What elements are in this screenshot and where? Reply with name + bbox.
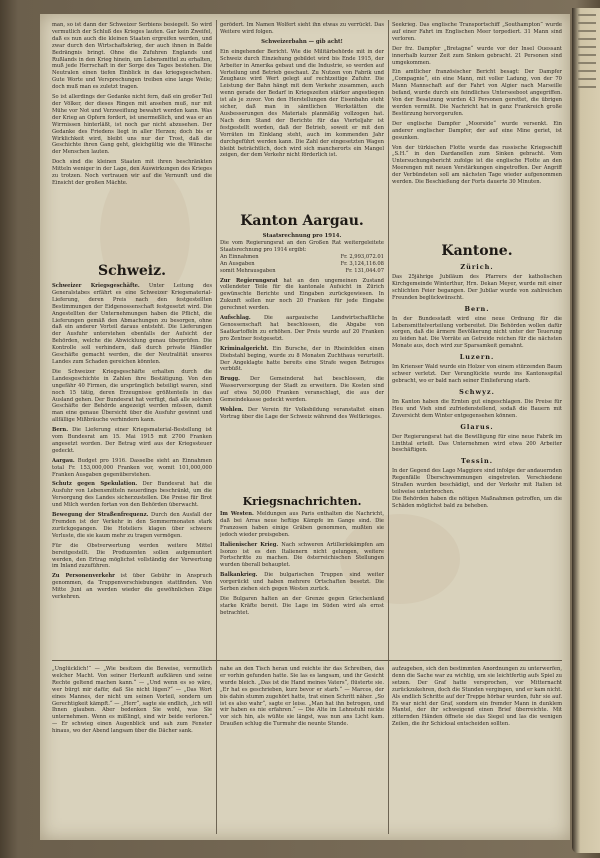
staatsrechnung-subheading: Staatsrechnung pro 1914. xyxy=(262,233,342,239)
top-col3-para: Von der türkischen Flotte wurde das russische Kriegsschiff „S.H.“ in den Dardanellen zum Sinken gebracht. Vom Untersuchungsbericht zufolge ist die englische Flotte an den Meerengen mit neuen Verstärkungen eingetroffen. Der Angriff der Verbündeten soll am nächsten Tage wieder aufgenommen werden. Die Beschießung der Forts dauerte 30 Minuten. xyxy=(392,144,562,186)
row-label: An Ausgaben xyxy=(220,260,255,267)
top-col2-para: Ein eingehender Bericht. Wie die Militärbehörde mit in der Schweiz durch Einziehung gebildet wird bis Ende 1915, der Arbeiter in Amerika gebaut und die Industrie, so werden auf Verteilung und Betrieb geschaut. Zu Nutzen von Fabrik und Zeughaus wird Wert gelegt auf rechtzeitige Zufuhr. Die Leistung der Bahn hängt mit dem Verkehr zusammen, auch wenn gerade der Bedarf in Kriegszeiten stärker angestiegen ist als je zuvor. Von den Herstellungen der Eisenbahn steht sicher, daß man in sämtlichen Werkstätten die Ausbesserungen des Materials planmäßig vollzogen hat. Nach dem Stand der Berichte für das Vierteljahr ist festgestellt worden, daß der Betrieb, soweit er mit den Vorräten im Einklang steht, auch im kommenden Jahr durchgeführt werden kann. Die Zahl der eingesetzten Wagen bleibt beträchtlich, doch wird sich mancherorts ein Mangel zeigen, der dem Verkehr nicht förderlich ist. xyxy=(220,48,384,159)
feuilleton-divider xyxy=(52,660,562,661)
canton-subheading: Bern. xyxy=(464,304,490,313)
canton-text: Der Regierungsrat hat die Bewilligung für eine neue Fabrik im Linthtal erteilt. Das Unternehmen wird etwa 200 Arbeiter beschäftigen. xyxy=(392,433,562,454)
table-row xyxy=(220,268,384,275)
top-col3-para: Der frz. Dampfer „Bretagne“ wurde vor der Insel Ouessant innerhalb kurzer Zeit zum Sinken gebracht. 21 Personen sind umgekommen. xyxy=(392,45,562,66)
row-label: somit Mehrausgaben xyxy=(220,267,276,274)
canton-text: Das 25jährige Jubiläum des Pfarrers der katholischen Kirchgemeinde Winterthur, Hrn. Dekan Meyer, wurde mit einer schlichten Feier begangen. Der Jubilar wurde von zahlreichen Freunden beglückwünscht. xyxy=(392,274,562,301)
item-text: Die aargauische Landwirtschaftliche Genossenschaft hat beschlossen, die Abgabe von Saatkartoffeln zu erhöhen. Der Preis wurde auf 20 Franken pro Zentner festgesetzt. xyxy=(220,315,384,342)
kantone-heading: Kantone. xyxy=(441,243,513,259)
item-text: Budget pro 1916. Dasselbe sieht an Einnahmen total Fr. 153,000,000 Franken vor, womit 101,000,000 Franken Ausgaben gegenüberstehen. xyxy=(52,457,212,478)
top-column-2 xyxy=(220,22,384,206)
schweiz-heading: Schweiz. xyxy=(98,263,166,279)
table-row xyxy=(220,261,384,268)
item-text: Die Schweizer Kriegsgeschäfte erhalten durch die Landesgeschichte in Zahlen ihre Bestätigung. Von den ungefähr 40 Firmen, die ursprünglich beteiligt waren, sind noch 15 tätig, deren Erzeugnisse größtenteils in das Ausland gehen. Der Bundesrat hat verfügt, daß alle solchen Geschäfte der Behörde angezeigt werden müssen, damit man eine genaue Übersicht über die Ausfuhr gewinnt und allfällige Mißbräuche verhindern kann. xyxy=(52,368,212,424)
feuilleton-column-2 xyxy=(220,666,384,834)
item-lead: Aufschlag. xyxy=(220,315,251,322)
top-col3-para: Der englische Dampfer „Moorside“ wurde versenkt. Ein anderer englischer Dampfer, der auf eine Mine geriet, ist gesunken. xyxy=(392,120,562,141)
newspaper-page xyxy=(40,14,570,840)
canton-subheading: Luzern. xyxy=(459,353,495,362)
row-label: An Einnahmen xyxy=(220,253,259,260)
item-lead: Kriminalgericht. xyxy=(220,345,269,352)
kantone-section xyxy=(392,240,562,656)
item-lead: Italienischer Krieg. xyxy=(220,541,279,548)
feuilleton-text: nahe an den Tisch heran und reichte ihr das Schreiben, das er vorhin gefunden hatte. Sie las es langsam, und ihr Gesicht wurde bleich. „Das ist die Hand meines Vaters“, flüsterte sie. „Er hat es geschrieben, kurz bevor er starb.“ — Marcos, der bis dahin stumm zugehört hatte, trat einen Schritt näher. „So ist es also wahr“, sagte er leise. „Man hat ihn betrogen, und wir haben es nie erfahren.“ — Die Alte im Lehnstuhl nickte vor sich hin, als wüßte sie längst, was nun ans Licht kam. Draußen schlug die Turmuhr die neunte Stunde. xyxy=(220,666,384,728)
top-col1-para: So ist allerdings der Gedanke nicht fern, daß ein großer Teil der Völker, der dieses Ringen mit ansehen muß, nur mit Mühe vor Not und Verzweiflung bewahrt werden kann. Was der Krieg an Opfern fordert, ist unermeßlich, und was er an Wirrnissen hinterläßt, ist noch gar nicht abzusehen. Der Gedanke des Friedens liegt in aller Herzen; doch bis er Wirklichkeit wird, bleibt uns nur der Trost, daß die Geschichte ihren Gang geht, gleichgültig wie die Wünsche der Menschen lauten. xyxy=(52,94,212,156)
top-column-1 xyxy=(52,22,212,258)
feuilleton-column-3 xyxy=(392,666,562,834)
row-value: Fr. 3,124,116.08 xyxy=(340,260,384,267)
item-text: Ein Bursche, der in Rheinfelden einen Diebstahl beging, wurde zu 8 Monaten Zuchthaus verurteilt. Der Angeklagte hatte bereits eine Strafe wegen Betruges verbüßt. xyxy=(220,345,384,373)
item-lead: Balkankrieg. xyxy=(220,572,258,579)
item-text: Der Gemeinderat hat beschlossen, die Wasserversorgung der Stadt zu erweitern. Die Kosten sind auf etwa 50,000 Franken veranschlagt, die aus der Gemeindekasse gedeckt werden. xyxy=(220,376,384,404)
item-text: Meldungen aus Paris enthalten die Nachricht, daß bei Arras neue heftige Kämpfe im Gange sind. Die Franzosen haben einige Gräben genommen, mußten sie jedoch wieder preisgeben. xyxy=(220,511,384,538)
item-text: Der Verein für Volksbildung veranstaltet einen Vortrag über die Lage der Schweiz während des Weltkrieges. xyxy=(220,406,384,420)
top-col3-para: Seekrieg. Das englische Transportschiff „Southampton“ wurde auf einer Fahrt im Englischen Meer torpediert. 31 Mann sind verloren. xyxy=(392,22,562,42)
canton-text: In der Bundesstadt wird eine neue Ordnung für die Lebensmittelverteilung vorbereitet. Die Behörden wollen dafür sorgen, daß die ärmere Bevölkerung nicht unter der Teuerung zu leiden hat. Die Vorräte an Getreide reichen für die nächsten Monate aus, doch wird zur Sparsamkeit gemahnt. xyxy=(392,315,562,350)
item-text: ist über Gebühr in Anspruch genommen, da Truppenverschiebungen stattfinden. Von Mitte Juni an werden wieder die gewöhnlichen Züge verkehren. xyxy=(52,573,212,601)
top-col1-para: Doch sind die kleinen Staaten mit ihren beschränkten Mitteln weniger in der Lage, den Auswirkungen des Krieges zu trotzen. Noch vertrauen wir auf die Vernunft und die Einsicht der großen Mächte. xyxy=(52,159,212,186)
top-col2-para: gerödert. Im Namen Wolfert sieht ihn etwas zu verrückt. Das Weitere wird folgen. xyxy=(220,22,384,35)
item-lead: Schweizer Kriegsgeschäfte. xyxy=(52,283,140,289)
item-lead: Bern. xyxy=(52,427,68,434)
canton-subheading: Glarus. xyxy=(460,422,494,431)
canton-text: Die Behörden haben die nötigen Maßnahmen getroffen, um die Schäden möglichst bald zu beheben. xyxy=(392,495,562,509)
item-text: Durch den Ausfall der Fremden ist der Verkehr in den Sommermonaten stark zurückgegangen. Die Hoteliers klagen über schwere Verluste, die sie kaum mehr zu tragen vermögen. xyxy=(52,512,212,539)
item-lead: Zu Personenverkehr xyxy=(52,573,115,580)
canton-text: In der Gegend des Lago Maggiore sind infolge der andauernden Regenfälle Überschwemmungen eingetreten. Verschiedene Straßen wurden beschädigt, und der Verkehr mit Italien ist teilweise unterbrochen. xyxy=(392,468,562,496)
staatsrechnung-intro: Die vom Regierungsrat an den Großen Rat weitergeleitete Staatsrechnung pro 1914 ergibt: xyxy=(220,240,384,253)
item-text: Nach schweren Artilleriekämpfen am Isonzo ist es den Italienern nicht gelungen, weitere Fortschritte zu machen. Die österreichischen Stellungen wurden überall behauptet. xyxy=(220,541,384,569)
kanton-aargau-heading: Kanton Aargau. xyxy=(240,213,364,229)
item-text: hat an den ungemeinen Zustand vollendeter Teile für die kantonale Aufsicht in Zürich gewünschte Berichte und Eingaben zurückgewiesen. In Zukunft sollen nur noch 20 Franken für jede Eingabe gerechnet werden. xyxy=(220,277,384,312)
top-col2-subheading: Schweizerbahn — gib acht! xyxy=(261,38,343,45)
canton-text: Im Kanton haben die Ernten gut eingeschlagen. Die Preise für Heu und Vieh sind zufriedenstellend, sodaß die Bauern mit Zuversicht dem Winter entgegensehen können. xyxy=(392,398,562,419)
kriegsnachrichten-heading: Kriegsnachrichten. xyxy=(242,495,362,508)
row-value: Fr. 131,044.07 xyxy=(345,267,384,274)
feuilleton-text: aufzugeben, sich den bestimmten Anordnungen zu unterwerfen, denn die Sache war zu wichtig, um sie leichtfertig aufs Spiel zu setzen. Der Graf hatte versprochen, vor Mitternacht zurückzukehren, doch die Stunden vergingen, und er kam nicht. Als endlich Schritte auf der Treppe hörbar wurden, fuhr sie auf. Es war nicht der Graf, sondern ein fremder Mann in dunklem Mantel, der ihr schweigend einen Brief überreichte. Mit zitternden Händen öffnete sie das Siegel und las die wenigen Zeilen, die ihr Schicksal entscheiden sollten. xyxy=(392,666,562,728)
schweiz-section xyxy=(52,260,212,656)
item-text: Der Bundesrat hat die Ausfuhr von Lebensmitteln neuerdings beschränkt, um die Versorgung des Landes sicherzustellen. Die Preise für Brot und Milch werden fortan von den Behörden überwacht. xyxy=(52,481,212,509)
item-lead: Aargau. xyxy=(52,457,75,464)
canton-text: Im Krienser Wald wurde ein Holzer von einem stürzenden Baum schwer verletzt. Der Verunglückte wurde ins Kantonsspital gebracht, wo er bald nach seiner Einlieferung starb. xyxy=(392,364,562,384)
item-text: Unter Leitung des Generalstabes erfährt es eine Schweizer Kriegsmaterial-Lieferung, deren Preis nach den festgestellten Bestimmungen der Eidgenossenschaft festgesetzt wird. Die Angestellten der Unternehmungen haben die Pflicht, die Lieferungen gemäß den Abmachungen zu besorgen, ohne daß ein anderer Vorteil daraus entsteht. Die Lieferungen der Ausfuhr unterstehen ebenfalls der Aufsicht der Behörden, welche die Abwicklung genau überprüfen. Die Kontrolle soll verhindern, daß durch private Händler Geschäfte gemacht werden, die der Neutralität unseres Landes zum Schaden gereichen könnten. xyxy=(52,283,212,365)
item-lead: Bewegung der Straßenfrequenz. xyxy=(52,512,149,519)
item-text: Die Lieferung einer Kriegsmaterial-Bestellung ist vom Bundesrat am 15. Mai 1915 mit 2700 Franken angesetzt worden. Der Betrag wird aus der Kriegssteuer gedeckt. xyxy=(52,427,212,454)
item-lead: Zur Regierungsrat xyxy=(220,277,278,284)
item-lead: Wohlen. xyxy=(220,406,244,413)
row-value: Fr. 2,993,072.01 xyxy=(340,253,384,260)
feuilleton-column-1 xyxy=(52,666,212,834)
canton-subheading: Zürich. xyxy=(460,263,494,271)
item-lead: Schutz gegen Spekulation. xyxy=(52,481,138,488)
adjacent-page-edge xyxy=(572,8,600,853)
item-text: Die Bulgaren halten an der Grenze gegen Griechenland starke Kräfte bereit. Die Lage im Süden wird als ernst betrachtet. xyxy=(220,595,384,616)
top-col3-para: Ein amtlicher französischer Bericht besagt: Der Dampfer „Compagnie“, ein eine Mann, mit voller Ladung, von der 70 Mann Mannschaft auf der Fahrt von Algier nach Marseille befand, wurde durch ein feindliches Unterseeboot angegriffen. Von der Besatzung wurden 43 Personen gerettet, die übrigen werden vermißt. Die Nachricht hat in ganz Frankreich große Bestürzung hervorgerufen. xyxy=(392,69,562,117)
top-column-3 xyxy=(392,22,562,236)
canton-subheading: Tessin. xyxy=(460,457,493,466)
item-text: Für die Obstverwertung werden weitere Mittel bereitgestellt. Die Produzenten sollen aufgemuntert werden, den Ertrag möglichst vollständig der Verwertung im Inland zuzuführen. xyxy=(52,542,212,570)
canton-subheading: Schwyz. xyxy=(459,387,495,396)
item-lead: Brugg. xyxy=(220,376,240,383)
table-row xyxy=(220,254,384,261)
top-col1-para: man, so ist dann der Schweizer Serbiens besiegelt. So wird vermutlich der Schluß des Krieges lauten. Gar kein Zweifel, daß es nun auch die kleinen Staaten ergreifen werden, und zwar durch den Wirtschaftskrieg, der auch ihnen in Balde Bedrängnis bringt. Ohne die Zufuhren Englands und Rußlands in den Krieg hinein, um Lebensmittel zu erhalten, muß jede Herrschaft in der Sorge des Tages bestehen. Die Neutralen einen tiefen Einblick in das kriegsgeschehen. Gute Worte und Versprechungen treiben eine lange Weile; doch muß man es zuletzt tragen. xyxy=(52,22,212,91)
kriegsnachrichten-section xyxy=(220,492,384,656)
kanton-aargau-section xyxy=(220,210,384,486)
item-text: Die bulgarischen Truppen sind weiter vorgerückt und haben mehrere Ortschaften besetzt. Die Serben ziehen sich gegen Westen zurück. xyxy=(220,572,384,593)
item-lead: Im Westen. xyxy=(220,511,254,517)
feuilleton-text: „Unglücklich!“ — „Wie besitzen die Beweise, vermutlich welcher Macht. Von seiner Herkunft aufklären und seine Rechte geltend machen kann.“ — „Und wenn es so wäre, wer bürgt mir dafür, daß Sie nicht lügen?“ — „Das Wort eines Mannes, der nicht um seinen Vorteil, sondern um Gerechtigkeit kämpft.“ — „Herr“, sagte sie endlich, „ich will Ihnen glauben. Aber bedenken Sie wohl, was Sie unternehmen. Wenn es mißlingt, sind wir beide verloren.“ — Er schwieg einen Augenblick und sah zum Fenster hinaus, wo der Abend langsam über die Dächer sank. xyxy=(52,666,212,735)
